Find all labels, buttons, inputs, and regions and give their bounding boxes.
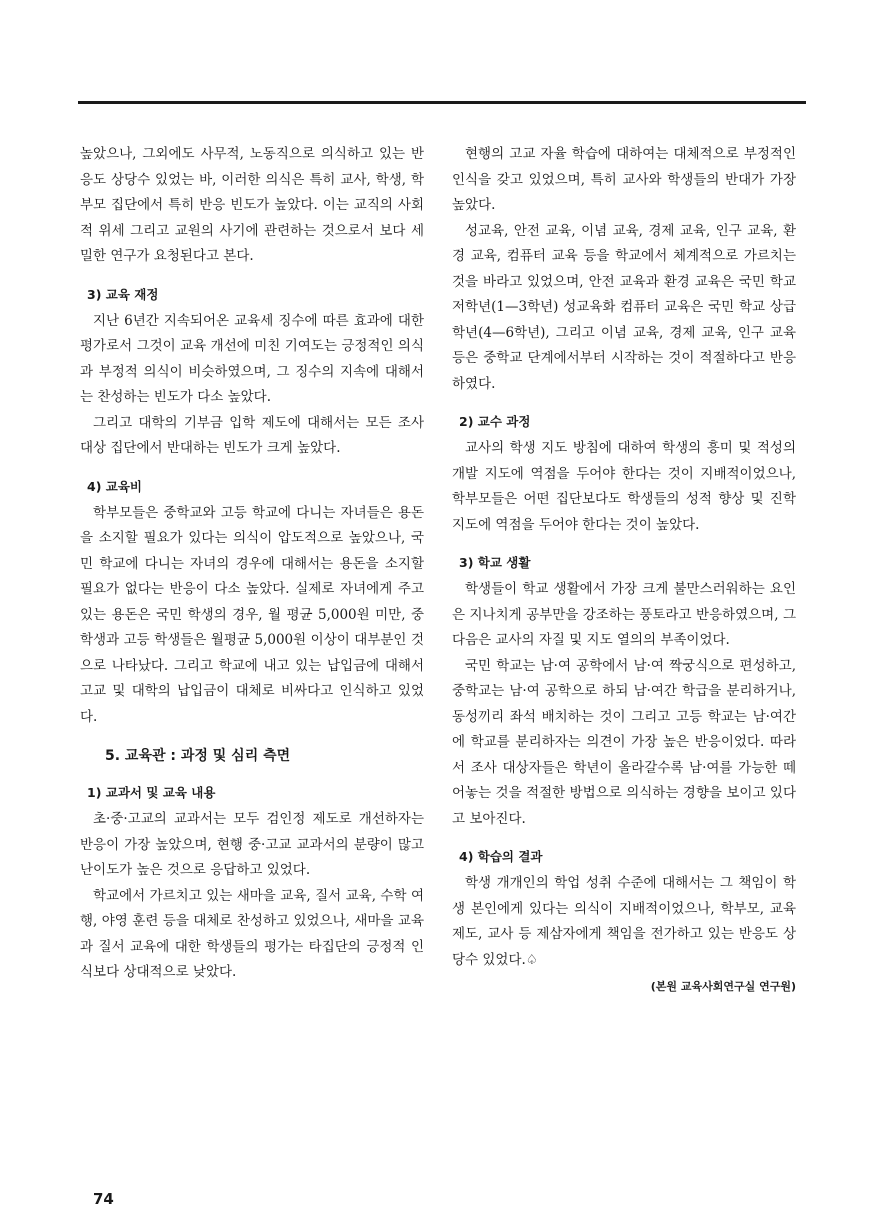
section-heading: 1) 교과서 및 교육 내용: [87, 785, 216, 800]
paragraph: 국민 학교는 남·여 공학에서 남·여 짝궁식으로 편성하고, 중학교는 남·여 공학으로 하되 남·여간 학급을 분리하거나, 동성끼리 좌석 배치하는 것이 그리고 고등 학교는 남·여간에 학교를 분리하자는 의견이 가장 높은 반응이었다. 따라서 조사 대상자들은 학년이 올라갈수록 남·여를 가능한 떼어놓는 것을 적절한 방법으로 의식하는 경향을 보이고 있다고 보아진다.: [452, 657, 796, 827]
header-rule: [78, 101, 806, 104]
section-heading: 4) 교육비: [87, 478, 142, 494]
section-heading: 3) 교육 재정: [87, 286, 159, 302]
paragraph-text: 학생 개개인의 학업 성취 수준에 대해서는 그 책임이 학생 본인에게 있다는 의식이 지배적이었으나, 학부모, 교육 제도, 교사 등 제삼자에게 책임을 전가하고 있는 반응도 상당수 있었다.: [452, 875, 796, 968]
paragraph: 교사의 학생 지도 방침에 대하여 학생의 흥미 및 적성의 개발 지도에 역점을 두어야 한다는 것이 지배적이었으나, 학부모들은 어떤 집단보다도 학생들의 성적 향상 및 진학 지도에 역점을 두어야 한다는 것이 높았다.: [452, 440, 796, 533]
author-credit: (본원 교육사회연구실 연구원): [650, 980, 796, 993]
paragraph: 학교에서 가르치고 있는 새마을 교육, 질서 교육, 수학 여행, 야영 훈련 등을 대체로 찬성하고 있었으나, 새마을 교육과 질서 교육에 대한 학생들의 평가는 타집단의 긍정적 인식보다 상대적으로 낮았다.: [80, 887, 424, 980]
page-number: 74: [93, 1190, 114, 1208]
paragraph: 높았으나, 그외에도 사무적, 노동직으로 의식하고 있는 반응도 상당수 있었는 바, 이러한 의식은 특히 교사, 학생, 학부모 집단에서 특히 반응 빈도가 높았다. 이는 교직의 사회적 위세 그리고 교원의 사기에 관련하는 것으로서 보다 세밀한 연구가 요청된다고 본다.: [80, 146, 424, 264]
paragraph: 지난 6년간 지속되어온 교육세 징수에 따른 효과에 대한 평가로서 그것이 교육 개선에 미친 기여도는 긍정적인 의식과 부정적 의식이 비슷하였으며, 그 징수의 지속에 대해서는 찬성하는 빈도가 다소 높았다.: [80, 312, 424, 405]
right-column: [452, 142, 796, 1000]
paragraph: 그리고 대학의 기부금 입학 제도에 대해서는 모든 조사 대상 집단에서 반대하는 빈도가 크게 높았다.: [80, 414, 424, 456]
left-column: [80, 142, 424, 986]
section-heading: 3) 학교 생활: [459, 555, 531, 570]
section-heading: 2) 교수 과정: [459, 414, 531, 429]
paragraph: 성교육, 안전 교육, 이념 교육, 경제 교육, 인구 교육, 환경 교육, 컴퓨터 교육 등을 학교에서 체계적으로 가르치는 것을 바라고 있었으며, 안전 교육과 환경 교육은 국민 학교 저학년(1—3학년) 성교육화 컴퓨터 교육은 국민 학교 상급 학년(4—6학년), 그리고 이념 교육, 경제 교육, 인구 교육 등은 중학교 단계에서부터 시작하는 것이 적절하다고 반응하였다.: [452, 222, 796, 392]
section-heading: 4) 학습의 결과: [459, 849, 543, 864]
paragraph: [452, 871, 796, 973]
chapter-heading: 5. 교육관 : 과정 및 심리 측면: [105, 748, 291, 764]
paragraph: 현행의 고교 자율 학습에 대하여는 대체적으로 부정적인 인식을 갖고 있었으며, 특히 교사와 학생들의 반대가 가장 높았다.: [452, 146, 796, 213]
paragraph: 학생들이 학교 생활에서 가장 크게 불만스러워하는 요인은 지나치게 공부만을 강조하는 풍토라고 반응하였으며, 그 다음은 교사의 자질 및 지도 열의의 부족이었다.: [452, 581, 796, 648]
paragraph: 학부모들은 중학교와 고등 학교에 다니는 자녀들은 용돈을 소지할 필요가 있다는 의식이 압도적으로 높았으나, 국민 학교에 다니는 자녀의 경우에 대해서는 용돈을 소지할 필요가 없다는 반응이 다소 높았다. 실제로 자녀에게 주고 있는 용돈은 국민 학생의 경우, 월 평균 5,000원 미만, 중학생과 고등 학생들은 월평균 5,000원 이상이 대부분인 것으로 나타났다. 그리고 학교에 내고 있는 납입금에 대해서 고교 및 대학의 납입금이 대체로 비싸다고 인식하고 있었다.: [80, 504, 424, 725]
end-mark-icon: ♤: [525, 951, 538, 968]
paragraph: 초·중·고교의 교과서는 모두 검인정 제도로 개선하자는 반응이 가장 높았으며, 현행 중·고교 교과서의 분량이 많고 난이도가 높은 것으로 응답하고 있었다.: [80, 811, 424, 878]
